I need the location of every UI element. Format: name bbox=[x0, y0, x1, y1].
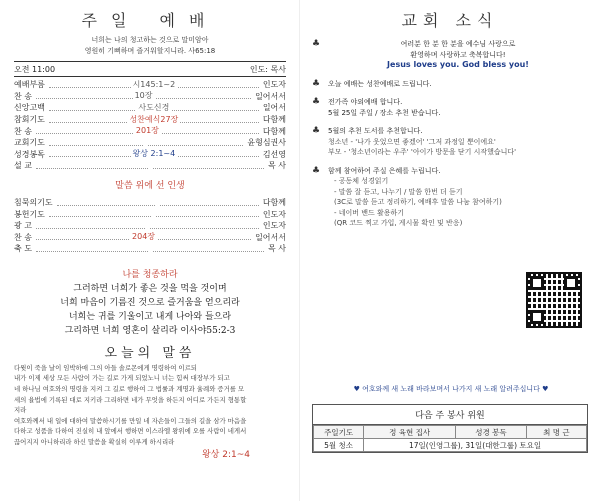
order-item bbox=[14, 208, 286, 220]
order-detail: 성찬예식27장 bbox=[129, 114, 179, 124]
worship-order-2 bbox=[14, 197, 286, 255]
news-item bbox=[312, 166, 588, 229]
bell-icon: ♣ bbox=[312, 97, 321, 107]
sermon-subtitle: 말씀 위에 선 인생 bbox=[115, 180, 185, 191]
table-row: 주일기도 정 육현 집사 성경 봉독 최 명 근 bbox=[314, 426, 587, 439]
order-label: 설 교 bbox=[14, 161, 32, 171]
order-item bbox=[14, 79, 286, 91]
order-item bbox=[14, 102, 286, 114]
news-item bbox=[312, 97, 588, 118]
order-detail bbox=[145, 220, 149, 229]
order-detail bbox=[144, 137, 148, 146]
news-item bbox=[312, 39, 588, 71]
order-role: 목 사 bbox=[268, 244, 286, 254]
order-item bbox=[14, 114, 286, 126]
bell-icon: ♣ bbox=[312, 78, 321, 89]
order-label: 성경봉독 bbox=[14, 149, 45, 159]
praise-banner: ♥ 여호와께 새 노래 바라보며서 나가지 새 노래 알려주십니다 ♥ bbox=[353, 385, 549, 393]
news-title: 교회 소식 bbox=[401, 11, 499, 30]
order-detail: 시145:1~2 bbox=[132, 79, 176, 89]
news-line: 5월 25일 주일 / 장소 추천 받습니다. bbox=[328, 108, 441, 117]
order-role: 목 사 bbox=[268, 161, 286, 171]
news-line: (3C로 말씀 듣고 정리하기, 예배후 말씀 나눔 참여하기) bbox=[334, 198, 502, 206]
sermon-body: 다윗이 죽을 날이 임박하매 그의 아들 솔로몬에게 명령하여 이르되 내가 이제 세상 모든 사람이 가는 길로 가게 되었노니 너는 힘써 대장부가 되고 네 하나님 여호와의 명령을 지켜 그 길로 행하여 그 법률과 계명과 율례와 증거를 모 세의 율법에 기록된 대로 지키라 그리하면 네가 무엇을 하든지 어디로 가든지 형통할 지라 여호와께서 내 일에 대하여 말씀하시기를 만일 네 자손들이 그들의 길을 삼가 마음을 다하고 성품을 다하여 진실히 내 앞에서 행하면 이스라엘 왕위에 오를 사람이 네게서 끊어지지 아니하리라 하신 말씀을 확실히 이루게 하시리라 bbox=[14, 363, 247, 446]
page-divider bbox=[299, 0, 300, 501]
order-item bbox=[14, 243, 286, 255]
news-line: 여러분 한 분 한 분을 예수님 사랑으로 bbox=[400, 40, 516, 48]
order-item bbox=[14, 197, 286, 209]
order-detail bbox=[152, 208, 156, 217]
order-label: 찬 송 bbox=[14, 91, 32, 101]
bell-icon: ♣ bbox=[312, 165, 321, 176]
service-table bbox=[313, 425, 587, 452]
order-role: 윤형심권사 bbox=[247, 138, 286, 148]
order-item bbox=[14, 220, 286, 232]
page-title: 주일 예배 bbox=[81, 11, 219, 30]
table-row: 5월 청소 17일(인영그룹), 31일(대한그룹) 토요일 bbox=[314, 439, 587, 452]
news-line: 오늘 예배는 성찬예배로 드립니다. bbox=[328, 79, 432, 88]
order-detail: 201장 bbox=[135, 126, 159, 136]
sermon-reference: 왕상 2:1~4 bbox=[201, 450, 250, 461]
order-item bbox=[14, 137, 286, 149]
order-item bbox=[14, 149, 286, 161]
news-line: (QR 코드 찍고 가입, 게시물 확인 및 반응) bbox=[334, 219, 463, 227]
order-label: 광 고 bbox=[14, 221, 32, 231]
order-label: 봉헌기도 bbox=[14, 209, 45, 219]
news-line: - 네이버 밴드 활용하기 bbox=[334, 208, 405, 217]
order-item bbox=[14, 232, 286, 244]
intro-verse: 너희는 나의 청고하는 것으로 말미암아 영원히 기뻐하며 즐거워할지니라. 사65:18 bbox=[84, 36, 216, 55]
news-line: - 말씀 잘 듣고, 나누기 / 말씀 한번 더 듣기 bbox=[334, 187, 463, 196]
order-role: 인도자 bbox=[262, 221, 286, 231]
bell-icon: ♣ bbox=[312, 126, 321, 136]
order-role: 김선영 bbox=[262, 149, 286, 159]
order-label: 찬 송 bbox=[14, 232, 32, 242]
right-column bbox=[312, 0, 588, 450]
order-detail bbox=[148, 160, 152, 169]
order-item bbox=[14, 125, 286, 137]
order-role: 일어서서 bbox=[255, 91, 286, 101]
sermon-title: 오늘의 말씀 bbox=[104, 345, 196, 361]
order-detail: 204장 bbox=[132, 232, 156, 242]
order-label: 축 도 bbox=[14, 244, 32, 254]
order-item bbox=[14, 91, 286, 103]
news-line: 부모 - '청소년이라는 우주' '아이가 방문을 닫기 시작했습니다' bbox=[328, 148, 517, 156]
order-detail: 10장 bbox=[134, 91, 153, 101]
order-role: 다함께 bbox=[262, 126, 286, 136]
order-detail: 사도신경 bbox=[138, 102, 170, 112]
order-label: 교회기도 bbox=[14, 138, 45, 148]
verse-heading: 나를 청종하라 bbox=[122, 269, 178, 280]
order-label: 찬 송 bbox=[14, 126, 32, 136]
order-label: 신앙고백 bbox=[14, 103, 45, 113]
news-line: - 공동체 성경읽기 bbox=[334, 177, 389, 185]
news-item bbox=[312, 126, 588, 158]
memory-verse: 그러하면 너희가 좋은 것을 먹을 것이며 너희 마음이 기름진 것으로 즐거움을 얻으리라 너희는 귀를 기울이고 내게 나아와 들으라 그리하면 너희 영혼이 살리라 이사야55:2-3 bbox=[60, 283, 240, 336]
order-role: 일어서서 bbox=[255, 232, 286, 242]
news-line: Jesus loves you. God bless you! bbox=[387, 60, 529, 69]
news-item bbox=[312, 79, 588, 90]
order-role: 인도자 bbox=[262, 209, 286, 219]
order-item bbox=[14, 160, 286, 172]
order-label: 예배부름 bbox=[14, 80, 45, 90]
news-line: 청소년 - '나가 웃었으면 좋겠어' '그저 과정일 뿐이에요' bbox=[328, 137, 496, 146]
order-role: 다함께 bbox=[262, 198, 286, 208]
service-time: 오전 11:00 bbox=[14, 64, 56, 74]
order-label: 참회기도 bbox=[14, 115, 45, 125]
qr-code[interactable] bbox=[526, 272, 582, 328]
order-detail bbox=[148, 243, 152, 252]
news-line: 환영하며 사랑하고 축복합니다! bbox=[410, 50, 506, 59]
order-role: 인도자 bbox=[262, 80, 286, 90]
news-list bbox=[312, 39, 588, 229]
worship-order bbox=[14, 79, 286, 172]
service-roster bbox=[312, 404, 588, 453]
order-role: 다함께 bbox=[262, 115, 286, 125]
news-line: 함께 참여하여 주실 은혜를 누립니다. bbox=[328, 166, 441, 175]
order-detail bbox=[156, 197, 160, 206]
news-line: 5월의 추천 도서를 추천합니다. bbox=[328, 127, 423, 135]
news-line: 전가족 야외예배 합니다. bbox=[328, 98, 403, 106]
order-detail: 왕상 2:1~4 bbox=[132, 149, 176, 159]
left-column bbox=[14, 0, 286, 460]
order-label: 침묵의기도 bbox=[14, 198, 53, 208]
service-roster-title: 다음 주 봉사 위원 bbox=[313, 405, 587, 425]
service-leader: 인도: 목사 bbox=[249, 64, 286, 74]
order-role: 일어서 bbox=[262, 103, 286, 113]
bell-icon: ♣ bbox=[312, 39, 321, 49]
service-time-row bbox=[14, 62, 286, 76]
